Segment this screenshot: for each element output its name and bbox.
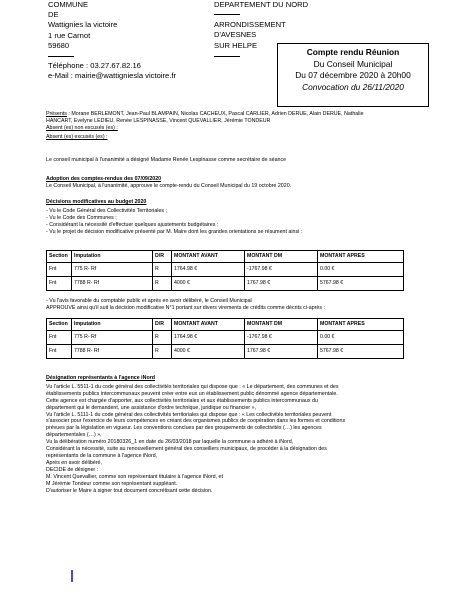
present-label: Présents (46, 111, 67, 117)
col-montant-dm: MONTANT DM (245, 319, 318, 331)
approval-text (46, 298, 325, 312)
arrondissement-city-2: SUR HELPE (214, 40, 258, 50)
inord-line: départementales (…) », (46, 432, 102, 439)
absent-excused: Absent (es) excusés (es) : (46, 133, 108, 140)
cell: 4000 € (172, 344, 245, 358)
cell: 1767.98 € (245, 344, 318, 358)
inord-line: prévues par la législation en vigueur. Les conventions conclues par des groupements de collectivités (…) les agences (46, 425, 322, 432)
cell: Fnt (47, 344, 72, 358)
email: e-Mail : mairie@wattigniesla victoire.fr (48, 71, 176, 81)
commune-zip: 59680 (48, 40, 70, 50)
col-montant-avant: MONTANT AVANT (172, 251, 245, 263)
inord-line: M. Vincent Quevallier, comme son représentant titulaire à l'agence iNord, et (46, 473, 223, 480)
cell: 5767.98 € (318, 344, 404, 358)
table-row (47, 276, 404, 290)
report-subtitle: Du Conseil Municipal (313, 58, 393, 69)
inord-line: D'autoriser le Maire à signer tout document concrétisant cette décision. (46, 487, 213, 494)
cell: Fnt (47, 276, 72, 290)
table-header-row (47, 319, 404, 331)
inord-heading: Désignation représentants à l'agence iNord (46, 375, 155, 381)
inord-line: Cette agence est chargée d'apporter, aux collectivités territoriales et aux établissements publics intercommunaux du (46, 397, 318, 404)
budget-line: - Considérant la nécessité d'effectuer quelques ajustements budgétaires ; (46, 221, 219, 228)
col-montant-apres: MONTANT APRES (318, 319, 404, 331)
arrondissement: ARRONDISSEMENT (214, 20, 286, 30)
cell: 7788 R- Rf (72, 276, 153, 290)
commune-de: DE (48, 10, 59, 20)
table-row (47, 344, 404, 358)
cell: 1767.98 € (245, 276, 318, 290)
cell: -1767.98 € (245, 262, 318, 276)
phone: Téléphone : 03.27.67.82.16 (48, 61, 141, 71)
col-dr: D/R (153, 251, 172, 263)
cell: Fnt (47, 330, 72, 344)
inord-line: Considérant la nécessité, suite au renouvellement général des conseillers municipaux, de procéder à la désignation des (46, 446, 327, 453)
report-title: Compte rendu Réunion (306, 47, 400, 57)
budget-line: - Vu le projet de décision modificative présenté par M. Maire dont les grandes orientations se résument ainsi : (46, 228, 303, 235)
inord-line: s'associer pour l'exercice de leurs compétences en créant des organismes publics de coopération dans les formes et conditions (46, 418, 346, 425)
budget-table-1 (46, 250, 404, 291)
col-imputation: Imputation (72, 251, 153, 263)
inord-line: établissements publics intercommunaux peuvent créer entre eux un établissement public dénommé agence départementale. (46, 390, 338, 397)
commune-street: 1 rue Carnot (48, 30, 91, 40)
col-section: Section (47, 319, 72, 331)
table-row (47, 262, 404, 276)
attendance (46, 111, 406, 141)
inord-line: Après en avoir délibéré, (46, 459, 102, 466)
commune-name: Wattignies la victoire (48, 20, 118, 30)
cell: 7788 R- Rf (72, 344, 153, 358)
cell: 4000 € (172, 276, 245, 290)
cell: R (153, 262, 172, 276)
col-montant-avant: MONTANT AVANT (172, 319, 245, 331)
cell: 775 R- Rf (72, 262, 153, 276)
budget-table-2 (46, 318, 404, 359)
minutes-heading: Adoption des comptes-rendus des 07/09/2020 (46, 176, 162, 182)
inord-line: Vu l'article L. 5511-1 du code général des collectivités territoriales qui dispose que : « Le département, des communes et des (46, 383, 339, 390)
table-row (47, 330, 404, 344)
col-montant-apres: MONTANT APRES (318, 251, 404, 263)
present-list: : Morane BERLEMONT, Jean-Paul BLAMPAIN, Nicolas CACHEUX, Pascal CARLIER, Adrien DERUE, Alain DERUE, Nathalie (66, 111, 364, 117)
department: DEPARTEMENT DU NORD (214, 0, 309, 9)
cell: 1764.98 € (172, 262, 245, 276)
commune-label: COMMUNE (48, 0, 89, 9)
inord-line: Vu la délibération numéro 20180326_1 en date du 26/03/2018 par laquelle la commune a adhéré à iNord, (46, 439, 294, 446)
divider (48, 56, 74, 57)
inord-line: représentants de la commune à l'agence iNord, (46, 452, 158, 459)
report-date: Du 07 décembre 2020 à 20h00 (295, 70, 411, 81)
inord-line: Vu l'article L. 5111-1 du code général des collectivités territoriales qui dispose que : « Les collectivités territoriales peuvent (46, 411, 332, 418)
commune-header (48, 0, 176, 81)
col-dr: D/R (153, 319, 172, 331)
table-header-row (47, 251, 404, 263)
cell: R (153, 330, 172, 344)
minutes-text: Le Conseil Municipal, à l'unanimité, approuve le compte-rendu du Conseil Municipal du 19 octobre 2020. (46, 182, 292, 189)
cell: 1764.98 € (172, 330, 245, 344)
cell: R (153, 344, 172, 358)
approval-line: APPROUVE ainsi qu'il suit la décision modificative N°1 portant sur divers virements de crédits comme décrits ci-après : (46, 304, 325, 311)
budget-heading: Décisions modificatives au budget 2020 (46, 199, 147, 205)
cell: R (153, 276, 172, 290)
inord-line: département qui le demandent, une assistance d'ordre technique, juridique ou financier », (46, 404, 257, 411)
cell: -1767.98 € (245, 330, 318, 344)
approval-line: - Vu l'avis favorable du comptable public et après en avoir délibéré, le Conseil Municipal (46, 298, 252, 304)
cell: 5767.98 € (318, 276, 404, 290)
arrondissement-city: D'AVESNES (214, 30, 257, 40)
text-cursor[interactable] (71, 570, 73, 582)
present-list-2: HANCART, Evelyne LEDIEU, Renée LESPINASSE, Vincent QUEVALLIER, Jérémie TONDEUR (46, 117, 271, 124)
col-section: Section (47, 251, 72, 263)
divider (214, 56, 240, 57)
absent-nonexcused: Absent (es) non excusés (es) : (46, 124, 118, 131)
present-line (46, 111, 406, 118)
divider (214, 14, 240, 17)
report-convocation: Convocation du 26/11/2020 (302, 81, 404, 92)
budget-section (46, 199, 302, 236)
cell: 775 R- Rf (72, 330, 153, 344)
col-montant-dm: MONTANT DM (245, 251, 318, 263)
cell: 0.00 € (318, 262, 404, 276)
budget-line: - Vu le Code Général des Collectivités Territoriales ; (46, 207, 167, 214)
col-imputation: Imputation (72, 319, 153, 331)
cell: Fnt (47, 262, 72, 276)
minutes-section (46, 176, 291, 190)
report-title-box (277, 43, 429, 107)
inord-section (46, 375, 408, 494)
cell: 0.00 € (318, 330, 404, 344)
secretary-text: Le conseil municipal à l'unanimité a désigné Madame Renée Lespinasse comme secrétaire de séance (46, 157, 287, 163)
inord-line: M Jérémie Tondeur comme son représentant suppléant. (46, 480, 178, 487)
budget-line: - Vu le Code des Communes ; (46, 214, 117, 221)
inord-line: DECIDE de désigner : (46, 466, 99, 473)
